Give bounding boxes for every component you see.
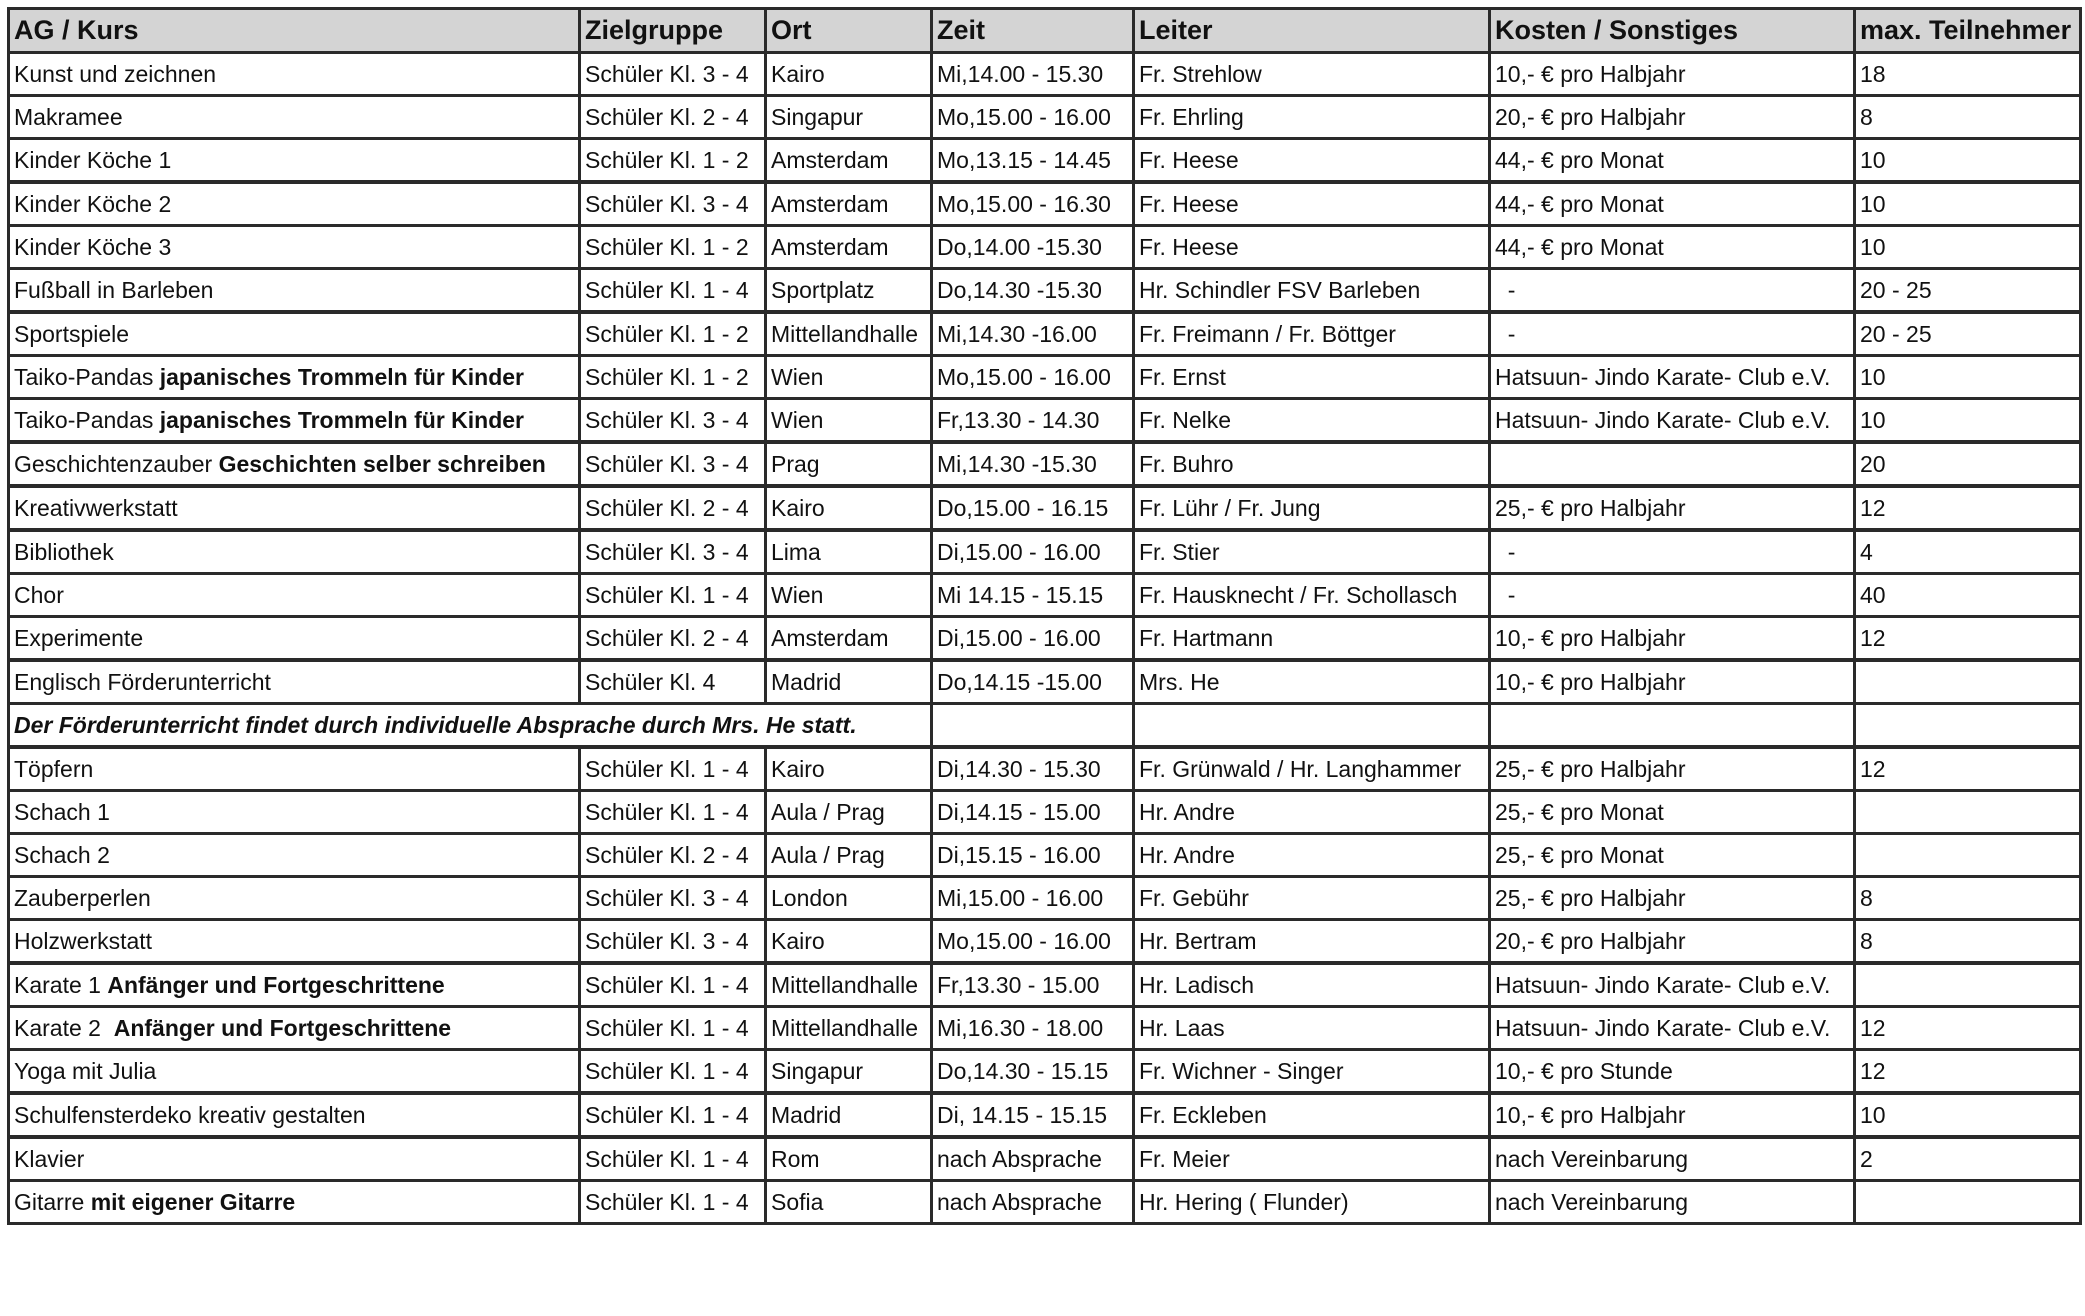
course-name: Karate 2 — [14, 1014, 114, 1041]
cell-max-teilnehmer: 8 — [1855, 96, 2081, 139]
cell-max-teilnehmer: 10 — [1855, 399, 2081, 443]
cell-ort: Singapur — [766, 1050, 932, 1094]
cell-zeit: Mi,14.30 -16.00 — [932, 312, 1134, 356]
header-zeit: Zeit — [932, 9, 1134, 53]
cell-zielgruppe: Schüler Kl. 3 - 4 — [580, 399, 766, 443]
cell-kosten: - — [1490, 574, 1855, 617]
cell-ag-kurs — [9, 182, 580, 226]
cell-leiter: Hr. Bertram — [1134, 920, 1490, 964]
cell-kosten: 44,- € pro Monat — [1490, 226, 1855, 269]
cell-ort: Sportplatz — [766, 269, 932, 313]
course-name: Gitarre — [14, 1188, 91, 1215]
table-row — [9, 877, 2081, 920]
table-row — [9, 356, 2081, 399]
cell-max-teilnehmer: 40 — [1855, 574, 2081, 617]
course-subtitle: Anfänger und Fortgeschrittene — [107, 971, 445, 998]
cell-kosten: 25,- € pro Halbjahr — [1490, 877, 1855, 920]
cell-max-teilnehmer: 12 — [1855, 1007, 2081, 1050]
cell-ort: Madrid — [766, 660, 932, 704]
cell-leiter: Fr. Wichner - Singer — [1134, 1050, 1490, 1094]
cell-kosten: 10,- € pro Halbjahr — [1490, 53, 1855, 96]
cell-zeit: Do,14.30 - 15.15 — [932, 1050, 1134, 1094]
table-row — [9, 139, 2081, 183]
cell-kosten: Hatsuun- Jindo Karate- Club e.V. — [1490, 963, 1855, 1007]
cell-zielgruppe: Schüler Kl. 3 - 4 — [580, 877, 766, 920]
course-name: Taiko-Pandas — [14, 363, 160, 390]
header-leiter: Leiter — [1134, 9, 1490, 53]
header-kosten: Kosten / Sonstiges — [1490, 9, 1855, 53]
cell-zielgruppe: Schüler Kl. 1 - 2 — [580, 356, 766, 399]
cell-zeit: Mi,16.30 - 18.00 — [932, 1007, 1134, 1050]
cell-max-teilnehmer: 10 — [1855, 226, 2081, 269]
table-row — [9, 574, 2081, 617]
cell-kosten — [1490, 442, 1855, 486]
cell-max-teilnehmer: 12 — [1855, 1050, 2081, 1094]
cell-zielgruppe: Schüler Kl. 1 - 4 — [580, 1093, 766, 1137]
cell-max-teilnehmer: 20 - 25 — [1855, 312, 2081, 356]
cell-zielgruppe: Schüler Kl. 1 - 4 — [580, 747, 766, 791]
cell-ort: Kairo — [766, 486, 932, 530]
cell-ag-kurs — [9, 442, 580, 486]
cell-ag-kurs — [9, 574, 580, 617]
cell-ag-kurs — [9, 356, 580, 399]
cell-leiter: Fr. Nelke — [1134, 399, 1490, 443]
cell-zielgruppe: Schüler Kl. 1 - 4 — [580, 1050, 766, 1094]
cell-ort: Amsterdam — [766, 139, 932, 183]
cell-kosten: - — [1490, 312, 1855, 356]
cell-kosten: 25,- € pro Halbjahr — [1490, 747, 1855, 791]
cell-max-teilnehmer: 20 — [1855, 442, 2081, 486]
cell-leiter: Hr. Andre — [1134, 834, 1490, 877]
course-name: Kinder Köche 1 — [14, 146, 172, 173]
cell-zeit: Do,14.30 -15.30 — [932, 269, 1134, 313]
cell-leiter: Fr. Ernst — [1134, 356, 1490, 399]
cell-ort: Prag — [766, 442, 932, 486]
cell-zeit: Mi 14.15 - 15.15 — [932, 574, 1134, 617]
course-name: Chor — [14, 581, 64, 608]
cell-leiter: Fr. Hausknecht / Fr. Schollasch — [1134, 574, 1490, 617]
cell-zeit: Di,15.15 - 16.00 — [932, 834, 1134, 877]
cell-ag-kurs — [9, 226, 580, 269]
header-zielgruppe: Zielgruppe — [580, 9, 766, 53]
cell-kosten: 10,- € pro Halbjahr — [1490, 660, 1855, 704]
cell-max-teilnehmer: 10 — [1855, 139, 2081, 183]
cell-zeit: nach Absprache — [932, 1181, 1134, 1224]
cell-max-teilnehmer: 20 - 25 — [1855, 269, 2081, 313]
table-row — [9, 747, 2081, 791]
table-row — [9, 834, 2081, 877]
cell-max-teilnehmer: 8 — [1855, 920, 2081, 964]
cell-kosten: 10,- € pro Halbjahr — [1490, 617, 1855, 661]
cell-ort: Kairo — [766, 920, 932, 964]
course-name: Holzwerkstatt — [14, 927, 153, 954]
cell-leiter: Fr. Strehlow — [1134, 53, 1490, 96]
cell-zeit: Do,14.00 -15.30 — [932, 226, 1134, 269]
cell-leiter: Hr. Hering ( Flunder) — [1134, 1181, 1490, 1224]
cell-ag-kurs — [9, 1137, 580, 1181]
cell-zeit: nach Absprache — [932, 1137, 1134, 1181]
cell-kosten: 10,- € pro Halbjahr — [1490, 1093, 1855, 1137]
course-name: Taiko-Pandas — [14, 406, 160, 433]
table-row — [9, 963, 2081, 1007]
cell-max-teilnehmer: 10 — [1855, 1093, 2081, 1137]
cell-zielgruppe: Schüler Kl. 3 - 4 — [580, 442, 766, 486]
cell-leiter: Fr. Buhro — [1134, 442, 1490, 486]
table-row — [9, 1050, 2081, 1094]
cell-zeit: Mo,15.00 - 16.00 — [932, 920, 1134, 964]
cell-ort: London — [766, 877, 932, 920]
course-name: Klavier — [14, 1145, 85, 1172]
course-name: Makramee — [14, 103, 123, 130]
cell-ort: Lima — [766, 530, 932, 574]
cell-ort: Mittellandhalle — [766, 963, 932, 1007]
cell-kosten: 20,- € pro Halbjahr — [1490, 920, 1855, 964]
cell-leiter: Fr. Eckleben — [1134, 1093, 1490, 1137]
cell-zielgruppe: Schüler Kl. 2 - 4 — [580, 96, 766, 139]
table-row — [9, 791, 2081, 834]
cell-leiter: Fr. Hartmann — [1134, 617, 1490, 661]
course-name: Geschichtenzauber — [14, 450, 219, 477]
table-row — [9, 1181, 2081, 1224]
cell-zeit: Fr,13.30 - 15.00 — [932, 963, 1134, 1007]
cell-zeit: Mi,14.30 -15.30 — [932, 442, 1134, 486]
cell-ort: Kairo — [766, 53, 932, 96]
table-row — [9, 182, 2081, 226]
cell-ag-kurs — [9, 139, 580, 183]
table-row — [9, 96, 2081, 139]
cell-ag-kurs — [9, 1093, 580, 1137]
cell-kosten: nach Vereinbarung — [1490, 1181, 1855, 1224]
cell-ort: Wien — [766, 399, 932, 443]
cell-kosten: Hatsuun- Jindo Karate- Club e.V. — [1490, 356, 1855, 399]
table-row — [9, 660, 2081, 704]
cell-zeit: Mo,15.00 - 16.00 — [932, 96, 1134, 139]
cell-ag-kurs — [9, 530, 580, 574]
table-row — [9, 1007, 2081, 1050]
cell-zeit: Di,14.30 - 15.30 — [932, 747, 1134, 791]
cell-kosten: - — [1490, 269, 1855, 313]
cell-ort: Aula / Prag — [766, 791, 932, 834]
cell-zeit: Mo,15.00 - 16.00 — [932, 356, 1134, 399]
cell-zielgruppe: Schüler Kl. 1 - 4 — [580, 791, 766, 834]
cell-ag-kurs — [9, 96, 580, 139]
cell-ort: Amsterdam — [766, 182, 932, 226]
ag-course-table — [7, 7, 2082, 1225]
cell-zeit: Di, 14.15 - 15.15 — [932, 1093, 1134, 1137]
cell-max-teilnehmer — [1855, 791, 2081, 834]
cell-ort: Amsterdam — [766, 617, 932, 661]
cell-ag-kurs — [9, 312, 580, 356]
cell-max-teilnehmer: 12 — [1855, 617, 2081, 661]
cell-ag-kurs — [9, 269, 580, 313]
cell-leiter: Fr. Gebühr — [1134, 877, 1490, 920]
header-row — [9, 9, 2081, 53]
course-name: Experimente — [14, 624, 144, 651]
header-ag-kurs: AG / Kurs — [9, 9, 580, 53]
cell-zielgruppe: Schüler Kl. 4 — [580, 660, 766, 704]
cell-ag-kurs — [9, 1007, 580, 1050]
cell-max-teilnehmer — [1855, 660, 2081, 704]
cell-ag-kurs — [9, 486, 580, 530]
course-name: Kunst und zeichnen — [14, 60, 217, 87]
note-row — [9, 704, 2081, 748]
cell-ort: Wien — [766, 574, 932, 617]
course-name: Schulfensterdeko kreativ gestalten — [14, 1101, 366, 1128]
cell-leiter: Fr. Heese — [1134, 226, 1490, 269]
cell-kosten: 25,- € pro Halbjahr — [1490, 486, 1855, 530]
cell-ort: Mittellandhalle — [766, 312, 932, 356]
cell-zeit: Di,15.00 - 16.00 — [932, 530, 1134, 574]
cell-zielgruppe: Schüler Kl. 1 - 2 — [580, 226, 766, 269]
cell-kosten: 25,- € pro Monat — [1490, 834, 1855, 877]
table-row — [9, 1137, 2081, 1181]
cell-max-teilnehmer — [1855, 1181, 2081, 1224]
cell-kosten: nach Vereinbarung — [1490, 1137, 1855, 1181]
table-row — [9, 312, 2081, 356]
table-row — [9, 530, 2081, 574]
table-row — [9, 920, 2081, 964]
cell-leiter: Fr. Grünwald / Hr. Langhammer — [1134, 747, 1490, 791]
cell-ort: Wien — [766, 356, 932, 399]
cell-ag-kurs — [9, 963, 580, 1007]
cell-ort: Madrid — [766, 1093, 932, 1137]
cell-kosten: 20,- € pro Halbjahr — [1490, 96, 1855, 139]
cell-ag-kurs — [9, 660, 580, 704]
course-name: Karate 1 — [14, 971, 108, 998]
cell-max-teilnehmer: 4 — [1855, 530, 2081, 574]
course-name: Schach 1 — [14, 798, 110, 825]
course-name: Yoga mit Julia — [14, 1057, 157, 1084]
cell-kosten: 10,- € pro Stunde — [1490, 1050, 1855, 1094]
course-name: Kinder Köche 3 — [14, 233, 172, 260]
cell-zeit: Fr,13.30 - 14.30 — [932, 399, 1134, 443]
cell-ag-kurs — [9, 920, 580, 964]
course-subtitle: mit eigener Gitarre — [90, 1188, 296, 1215]
cell-leiter: Fr. Meier — [1134, 1137, 1490, 1181]
cell-ort: Kairo — [766, 747, 932, 791]
cell-kosten: Hatsuun- Jindo Karate- Club e.V. — [1490, 399, 1855, 443]
cell-ort: Singapur — [766, 96, 932, 139]
cell-zielgruppe: Schüler Kl. 3 - 4 — [580, 920, 766, 964]
cell-ag-kurs — [9, 791, 580, 834]
course-subtitle: Geschichten selber schreiben — [218, 450, 546, 477]
cell-ort: Rom — [766, 1137, 932, 1181]
course-subtitle: japanisches Trommeln für Kinder — [159, 406, 525, 433]
course-name: Kreativwerkstatt — [14, 494, 178, 521]
cell-kosten: - — [1490, 530, 1855, 574]
empty-cell — [932, 704, 1134, 748]
cell-leiter: Hr. Ladisch — [1134, 963, 1490, 1007]
cell-zielgruppe: Schüler Kl. 1 - 4 — [580, 963, 766, 1007]
cell-max-teilnehmer — [1855, 963, 2081, 1007]
cell-leiter: Fr. Stier — [1134, 530, 1490, 574]
cell-kosten: Hatsuun- Jindo Karate- Club e.V. — [1490, 1007, 1855, 1050]
empty-cell — [1855, 704, 2081, 748]
cell-ag-kurs — [9, 53, 580, 96]
cell-max-teilnehmer: 18 — [1855, 53, 2081, 96]
cell-zielgruppe: Schüler Kl. 1 - 2 — [580, 312, 766, 356]
cell-ort: Aula / Prag — [766, 834, 932, 877]
cell-leiter: Fr. Lühr / Fr. Jung — [1134, 486, 1490, 530]
cell-zielgruppe: Schüler Kl. 1 - 4 — [580, 574, 766, 617]
course-name: Schach 2 — [14, 841, 110, 868]
cell-max-teilnehmer: 8 — [1855, 877, 2081, 920]
cell-zeit: Di,15.00 - 16.00 — [932, 617, 1134, 661]
course-name: Sportspiele — [14, 320, 130, 347]
cell-zeit: Mo,15.00 - 16.30 — [932, 182, 1134, 226]
cell-leiter: Hr. Andre — [1134, 791, 1490, 834]
cell-ag-kurs — [9, 1181, 580, 1224]
table-row — [9, 399, 2081, 443]
course-name: Kinder Köche 2 — [14, 190, 172, 217]
cell-max-teilnehmer — [1855, 834, 2081, 877]
cell-max-teilnehmer: 2 — [1855, 1137, 2081, 1181]
table-row — [9, 269, 2081, 313]
cell-kosten: 44,- € pro Monat — [1490, 139, 1855, 183]
cell-zielgruppe: Schüler Kl. 2 - 4 — [580, 617, 766, 661]
cell-zielgruppe: Schüler Kl. 1 - 4 — [580, 269, 766, 313]
foerderunterricht-note: Der Förderunterricht findet durch individuelle Absprache durch Mrs. He statt. — [9, 704, 932, 748]
cell-leiter: Hr. Schindler FSV Barleben — [1134, 269, 1490, 313]
cell-leiter: Fr. Heese — [1134, 182, 1490, 226]
course-name: Zauberperlen — [14, 884, 151, 911]
cell-zeit: Mi,15.00 - 16.00 — [932, 877, 1134, 920]
empty-cell — [1134, 704, 1490, 748]
table-row — [9, 617, 2081, 661]
table-row — [9, 53, 2081, 96]
cell-zielgruppe: Schüler Kl. 1 - 4 — [580, 1137, 766, 1181]
cell-ort: Mittellandhalle — [766, 1007, 932, 1050]
table-row — [9, 226, 2081, 269]
cell-zielgruppe: Schüler Kl. 3 - 4 — [580, 530, 766, 574]
cell-leiter: Hr. Laas — [1134, 1007, 1490, 1050]
cell-ort: Amsterdam — [766, 226, 932, 269]
cell-leiter: Fr. Ehrling — [1134, 96, 1490, 139]
cell-ort: Sofia — [766, 1181, 932, 1224]
empty-cell — [1490, 704, 1855, 748]
cell-zielgruppe: Schüler Kl. 1 - 4 — [580, 1007, 766, 1050]
cell-max-teilnehmer: 10 — [1855, 182, 2081, 226]
table-row — [9, 1093, 2081, 1137]
cell-ag-kurs — [9, 834, 580, 877]
cell-max-teilnehmer: 10 — [1855, 356, 2081, 399]
header-ort: Ort — [766, 9, 932, 53]
cell-zielgruppe: Schüler Kl. 3 - 4 — [580, 182, 766, 226]
cell-ag-kurs — [9, 747, 580, 791]
course-subtitle: Anfänger und Fortgeschrittene — [113, 1014, 452, 1041]
cell-zeit: Do,15.00 - 16.15 — [932, 486, 1134, 530]
cell-zeit: Di,14.15 - 15.00 — [932, 791, 1134, 834]
cell-max-teilnehmer: 12 — [1855, 747, 2081, 791]
course-name: Bibliothek — [14, 538, 114, 565]
cell-ag-kurs — [9, 399, 580, 443]
course-name: Töpfern — [14, 755, 94, 782]
cell-zielgruppe: Schüler Kl. 2 - 4 — [580, 486, 766, 530]
cell-zeit: Mo,13.15 - 14.45 — [932, 139, 1134, 183]
table-row — [9, 442, 2081, 486]
table-body — [9, 53, 2081, 1224]
cell-ag-kurs — [9, 617, 580, 661]
course-subtitle: japanisches Trommeln für Kinder — [159, 363, 525, 390]
cell-ag-kurs — [9, 1050, 580, 1094]
course-name: Englisch Förderunterricht — [14, 668, 271, 695]
cell-zielgruppe: Schüler Kl. 1 - 2 — [580, 139, 766, 183]
cell-kosten: 25,- € pro Monat — [1490, 791, 1855, 834]
cell-ag-kurs — [9, 877, 580, 920]
cell-leiter: Fr. Freimann / Fr. Böttger — [1134, 312, 1490, 356]
cell-kosten: 44,- € pro Monat — [1490, 182, 1855, 226]
cell-zielgruppe: Schüler Kl. 3 - 4 — [580, 53, 766, 96]
cell-zielgruppe: Schüler Kl. 1 - 4 — [580, 1181, 766, 1224]
header-max-teilnehmer: max. Teilnehmer — [1855, 9, 2081, 53]
course-name: Fußball in Barleben — [14, 276, 214, 303]
cell-zeit: Mi,14.00 - 15.30 — [932, 53, 1134, 96]
cell-zeit: Do,14.15 -15.00 — [932, 660, 1134, 704]
cell-leiter: Mrs. He — [1134, 660, 1490, 704]
cell-zielgruppe: Schüler Kl. 2 - 4 — [580, 834, 766, 877]
cell-max-teilnehmer: 12 — [1855, 486, 2081, 530]
cell-leiter: Fr. Heese — [1134, 139, 1490, 183]
table-row — [9, 486, 2081, 530]
